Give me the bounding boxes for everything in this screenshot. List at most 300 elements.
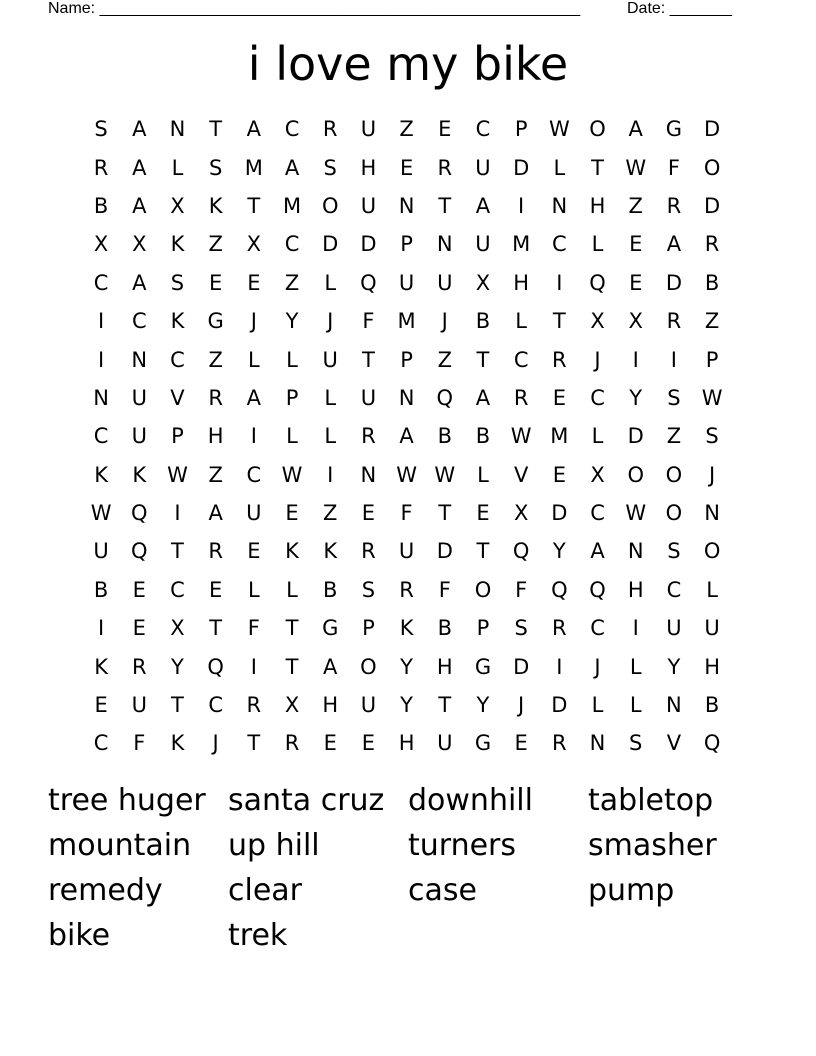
grid-letter: W [510,424,532,449]
grid-letter: L [286,347,298,372]
grid-letter: J [327,309,334,334]
grid-letter: N [704,501,720,526]
grid-letter: W [396,462,417,487]
grid-letter: T [476,347,490,372]
grid-letter: X [513,501,529,526]
grid-row [82,456,732,494]
grid-letter: O [665,501,683,526]
grid-letter: L [324,270,337,295]
grid-row [82,609,732,647]
grid-row [82,494,732,532]
grid-letter: T [247,193,261,218]
grid-letter: H [627,577,644,602]
grid-letter: Y [667,654,681,679]
grid-row [82,647,732,685]
grid-letter: C [170,347,185,372]
grid-letter: E [361,501,376,526]
grid-letter: Z [208,462,223,487]
grid-letter: Z [666,424,682,449]
grid-letter: R [246,693,262,718]
grid-letter: N [398,385,415,410]
grid-letter: R [361,539,376,564]
word-list-row [48,868,768,913]
grid-letter: K [170,232,185,257]
grid-letter: A [323,654,338,679]
grid-letter: N [666,693,682,718]
grid-letter: W [701,385,723,410]
grid-letter: C [170,577,185,602]
grid-letter: C [208,693,223,718]
grid-letter: R [131,654,147,679]
grid-letter: B [93,193,109,218]
grid-letter: J [441,309,448,334]
grid-letter: E [285,501,299,526]
grid-letter: F [515,577,528,602]
grid-letter: Y [629,385,643,410]
grid-letter: R [284,731,300,756]
grid-letter: A [132,117,147,142]
grid-letter: E [247,539,261,564]
grid-letter: X [132,232,147,257]
grid-letter: Q [589,270,606,295]
grid-letter: L [286,577,298,602]
grid-letter: L [324,385,337,410]
grid-letter: W [281,462,303,487]
grid-letter: U [131,385,147,410]
grid-letter: O [703,155,721,180]
grid-letter: O [665,462,683,487]
grid-letter: E [552,385,566,410]
grid-letter: H [207,424,224,449]
grid-letter: P [476,616,490,641]
grid-letter: C [590,501,605,526]
grid-letter: P [400,347,413,372]
grid-letter: I [327,462,334,487]
grid-letter: W [625,155,647,180]
grid-letter: F [247,616,260,641]
grid-letter: S [208,155,223,180]
grid-letter: A [284,155,300,180]
grid-letter: Z [323,501,338,526]
grid-letter: N [360,462,377,487]
grid-letter: T [285,616,299,641]
grid-letter: K [94,654,108,679]
grid-letter: A [666,232,682,257]
letter-grid [82,110,732,763]
grid-letter: Z [208,347,223,372]
grid-row [82,724,732,762]
grid-letter: R [666,309,682,334]
grid-letter: Z [437,347,452,372]
grid-letter: Q [131,501,148,526]
grid-letter: P [705,347,719,372]
grid-letter: D [627,424,644,449]
grid-row [82,532,732,570]
grid-letter: T [171,693,184,718]
grid-letter: W [625,501,647,526]
grid-letter: R [399,577,414,602]
grid-letter: X [246,232,262,257]
grid-letter: F [667,155,680,180]
grid-row [82,225,732,263]
grid-letter: N [551,193,568,218]
grid-letter: N [589,731,606,756]
grid-letter: I [174,501,181,526]
grid-letter: U [437,731,453,756]
grid-letter: T [209,616,223,641]
grid-letter: R [437,155,453,180]
grid-row [82,264,732,302]
grid-letter: U [360,385,377,410]
grid-letter: D [704,193,721,218]
grid-letter: Z [399,117,414,142]
grid-letter: X [628,309,643,334]
grid-letter: B [475,424,491,449]
grid-letter: R [666,193,682,218]
grid-letter: Q [436,385,454,410]
grid-letter: E [399,155,414,180]
grid-letter: Y [400,693,413,718]
grid-letter: K [132,462,147,487]
grid-letter: C [590,385,605,410]
grid-letter: U [437,270,453,295]
grid-letter: T [438,501,452,526]
word-list-item: pump [588,873,675,908]
grid-row [82,379,732,417]
puzzle-title: i love my bike [247,37,569,91]
grid-letter: J [708,462,716,487]
grid-letter: Y [400,654,413,679]
grid-letter: J [594,347,601,372]
grid-row [82,148,732,186]
grid-letter: S [94,117,108,142]
grid-letter: C [513,347,529,372]
grid-letter: K [399,616,414,641]
grid-letter: U [93,539,109,564]
grid-letter: D [704,117,721,142]
grid-letter: O [703,539,721,564]
grid-letter: B [704,693,720,718]
grid-letter: L [591,424,604,449]
grid-row [82,417,732,455]
grid-letter: T [209,117,223,142]
grid-letter: A [590,539,605,564]
grid-letter: D [551,501,568,526]
header-line [48,0,748,20]
grid-letter: I [97,347,105,372]
grid-letter: C [93,731,109,756]
grid-letter: I [632,347,639,372]
grid-letter: C [93,270,109,295]
grid-letter: E [552,462,566,487]
grid-letter: L [515,309,527,334]
grid-letter: D [322,232,339,257]
grid-letter: T [438,193,452,218]
grid-letter: E [132,577,146,602]
grid-row [82,571,732,609]
grid-letter: F [362,309,375,334]
grid-row [82,340,732,378]
grid-letter: W [434,462,456,487]
grid-letter: U [360,193,377,218]
grid-letter: E [438,117,452,142]
grid-letter: I [518,193,525,218]
grid-letter: A [475,193,491,218]
grid-letter: T [361,347,375,372]
grid-letter: K [208,193,223,218]
grid-letter: U [246,501,262,526]
grid-letter: P [285,385,299,410]
grid-letter: P [400,232,413,257]
grid-letter: H [589,193,606,218]
grid-letter: I [556,270,563,295]
grid-letter: I [97,309,105,334]
grid-letter: B [437,424,452,449]
word-list-row [48,778,768,823]
grid-letter: C [284,117,300,142]
grid-letter: D [436,539,453,564]
grid-letter: Q [131,539,148,564]
grid-letter: H [398,731,415,756]
grid-letter: Z [208,232,223,257]
grid-letter: A [246,117,262,142]
grid-letter: U [131,424,147,449]
grid-letter: H [704,654,720,679]
grid-letter: T [438,693,452,718]
grid-row [82,110,732,148]
grid-letter: L [477,462,489,487]
word-list-item: turners [408,828,517,863]
grid-letter: L [591,232,604,257]
word-list [48,778,768,958]
grid-letter: E [209,577,223,602]
grid-letter: X [284,693,300,718]
grid-letter: T [476,539,490,564]
grid-letter: U [131,693,147,718]
grid-letter: T [591,155,604,180]
grid-letter: K [94,462,108,487]
grid-letter: M [512,232,531,257]
word-list-item: case [408,873,477,908]
grid-letter: S [629,731,643,756]
grid-letter: R [552,731,567,756]
grid-letter: R [552,347,567,372]
grid-letter: A [132,155,147,180]
grid-letter: R [361,424,376,449]
grid-letter: U [360,117,377,142]
grid-letter: G [474,731,492,756]
grid-letter: C [284,232,300,257]
grid-letter: T [247,731,261,756]
grid-letter: C [590,616,605,641]
grid-letter: B [475,309,491,334]
grid-letter: N [398,193,415,218]
grid-letter: I [250,424,257,449]
grid-letter: Y [552,539,566,564]
grid-letter: L [286,424,298,449]
grid-letter: A [628,117,643,142]
grid-letter: L [171,155,184,180]
grid-letter: V [170,385,185,410]
grid-letter: E [514,731,528,756]
grid-letter: A [132,270,147,295]
grid-letter: E [323,731,337,756]
word-list-item: bike [48,918,111,953]
grid-letter: U [322,347,338,372]
grid-letter: V [666,731,682,756]
grid-letter: L [553,155,566,180]
grid-letter: L [629,693,642,718]
grid-letter: N [627,539,644,564]
grid-letter: S [667,385,681,410]
date-field[interactable]: Date: _______ [627,0,732,17]
grid-letter: Q [360,270,377,295]
grid-letter: T [285,654,299,679]
grid-letter: A [399,424,414,449]
grid-letter: M [282,193,302,218]
grid-letter: G [207,309,224,334]
grid-letter: L [629,654,642,679]
grid-letter: O [360,654,377,679]
grid-letter: S [514,616,528,641]
grid-letter: J [212,731,219,756]
grid-letter: O [474,577,492,602]
word-list-item: up hill [228,828,320,863]
grid-letter: U [704,616,720,641]
grid-letter: X [475,270,491,295]
grid-letter: Q [551,577,568,602]
grid-letter: F [133,731,146,756]
grid-letter: N [169,117,186,142]
word-list-row [48,913,768,958]
grid-letter: S [667,539,681,564]
grid-letter: L [706,577,718,602]
grid-letter: Q [512,539,530,564]
grid-letter: R [704,232,720,257]
grid-letter: C [246,462,262,487]
grid-letter: V [513,462,529,487]
grid-letter: B [93,577,109,602]
word-list-item: tree huger [48,783,206,818]
grid-letter: N [436,232,453,257]
grid-letter: S [361,577,376,602]
grid-letter: O [627,462,644,487]
name-field[interactable]: Name: ______________________________________________________ [48,0,581,17]
grid-letter: A [475,385,491,410]
grid-letter: X [170,616,185,641]
grid-letter: C [552,232,567,257]
grid-row [82,302,732,340]
grid-letter: U [475,155,491,180]
grid-letter: Y [476,693,490,718]
grid-letter: I [97,616,105,641]
grid-letter: I [670,347,677,372]
grid-letter: Y [285,309,299,334]
word-list-item: clear [228,873,303,908]
grid-letter: D [551,693,568,718]
grid-letter: N [93,385,109,410]
grid-letter: M [550,424,569,449]
grid-letter: G [665,117,683,142]
grid-letter: Z [628,193,643,218]
grid-letter: Q [589,577,606,602]
grid-letter: C [131,309,147,334]
grid-letter: R [322,117,338,142]
grid-letter: K [323,539,338,564]
grid-letter: H [360,155,377,180]
word-list-item: smasher [588,828,717,863]
grid-letter: O [321,193,339,218]
grid-letter: P [514,117,528,142]
grid-letter: R [208,385,223,410]
grid-letter: E [629,232,643,257]
grid-letter: E [476,501,490,526]
grid-letter: F [400,501,413,526]
grid-letter: H [513,270,530,295]
grid-letter: Y [171,654,184,679]
grid-letter: L [591,693,604,718]
grid-letter: G [322,616,339,641]
grid-letter: T [171,539,184,564]
grid-letter: L [324,424,337,449]
grid-letter: M [397,309,416,334]
grid-letter: U [398,539,415,564]
grid-letter: U [398,270,415,295]
grid-letter: U [475,232,491,257]
word-list-item: tabletop [588,783,714,818]
grid-letter: C [475,117,491,142]
grid-letter: E [361,731,376,756]
word-list-item: downhill [408,783,533,818]
grid-letter: J [594,654,601,679]
grid-letter: F [438,577,451,602]
word-list-item: remedy [48,873,163,908]
grid-letter: B [323,577,338,602]
grid-letter: O [589,117,606,142]
grid-letter: T [552,309,566,334]
grid-letter: E [247,270,261,295]
grid-letter: X [590,462,605,487]
grid-letter: W [548,117,570,142]
grid-letter: Z [704,309,720,334]
grid-letter: S [323,155,337,180]
grid-row [82,187,732,225]
grid-letter: P [171,424,184,449]
grid-letter: I [632,616,639,641]
grid-letter: W [167,462,188,487]
grid-letter: B [437,616,452,641]
grid-letter: W [90,501,112,526]
grid-letter: E [209,270,223,295]
grid-letter: N [131,347,148,372]
grid-letter: J [250,309,257,334]
grid-letter: L [247,347,260,372]
word-list-row [48,823,768,868]
grid-letter: K [285,539,299,564]
grid-letter: K [170,731,185,756]
grid-letter: R [208,539,223,564]
grid-letter: Q [207,654,224,679]
grid-letter: A [208,501,223,526]
grid-letter: G [474,654,492,679]
grid-letter: S [170,270,185,295]
grid-letter: U [360,693,377,718]
grid-letter: L [247,577,260,602]
word-list-item: mountain [48,828,192,863]
grid-letter: I [556,654,563,679]
grid-letter: U [666,616,682,641]
word-list-item: santa cruz [228,783,385,818]
